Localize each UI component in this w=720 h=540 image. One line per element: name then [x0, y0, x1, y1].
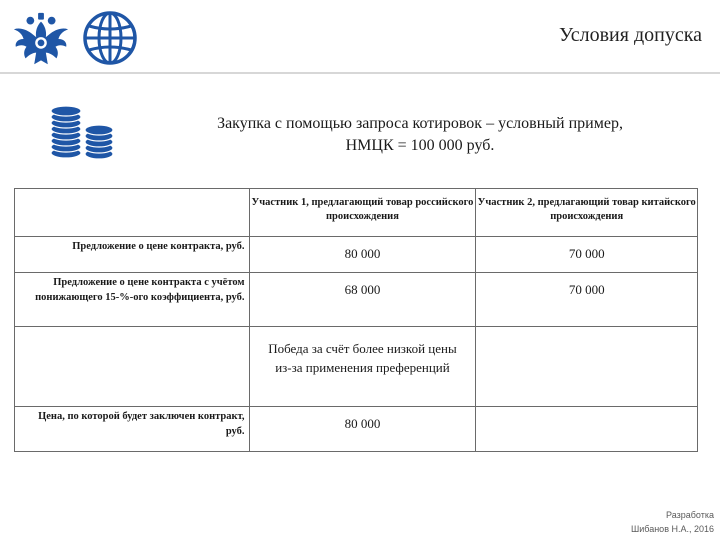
- double-headed-eagle-icon: [10, 8, 72, 70]
- credit-line-1: Разработка: [666, 510, 714, 520]
- cell-participant-1-adjusted: 68 000: [249, 273, 476, 327]
- comparison-table: [14, 188, 698, 452]
- cell-empty: [476, 407, 698, 452]
- globe-icon: [82, 10, 138, 66]
- table-row: [15, 273, 698, 327]
- cell-win-note: Победа за счёт более низкой цены из-за применения преференций: [249, 327, 476, 407]
- table-row: [15, 237, 698, 273]
- table-row: [15, 327, 698, 407]
- cell-empty: [476, 327, 698, 407]
- slide-heading: [150, 113, 690, 157]
- row-label-empty: [15, 327, 250, 407]
- row-label-adjusted-price: Предложение о цене контракта с учётом понижающего 15-%-ого коэффициента, руб.: [15, 273, 250, 327]
- table-header-participant-2: Участник 2, предлагающий товар китайского происхождения: [476, 189, 698, 237]
- table-header-empty: [15, 189, 250, 237]
- row-label-contract-price: Цена, по которой будет заключен контракт, руб.: [15, 407, 250, 452]
- header-divider: [0, 72, 720, 74]
- page-title: Условия допуска: [558, 24, 702, 46]
- author-credit: [631, 508, 714, 536]
- heading-line-2: НМЦК = 100 000 руб.: [345, 137, 495, 154]
- heading-line-1: Закупка с помощью запроса котировок – условный пример,: [217, 115, 623, 132]
- table-header-row: [15, 189, 698, 237]
- row-label-offer-price: Предложение о цене контракта, руб.: [15, 237, 250, 273]
- cell-participant-2-adjusted: 70 000: [476, 273, 698, 327]
- cell-participant-2-offer: 70 000: [476, 237, 698, 273]
- table-row: [15, 407, 698, 452]
- cell-contract-price: 80 000: [249, 407, 476, 452]
- table-header-participant-1: Участник 1, предлагающий товар российского происхождения: [249, 189, 476, 237]
- cell-participant-1-offer: 80 000: [249, 237, 476, 273]
- credit-line-2: Шибанов Н.А., 2016: [630, 524, 714, 534]
- coins-stack-icon: [44, 104, 118, 160]
